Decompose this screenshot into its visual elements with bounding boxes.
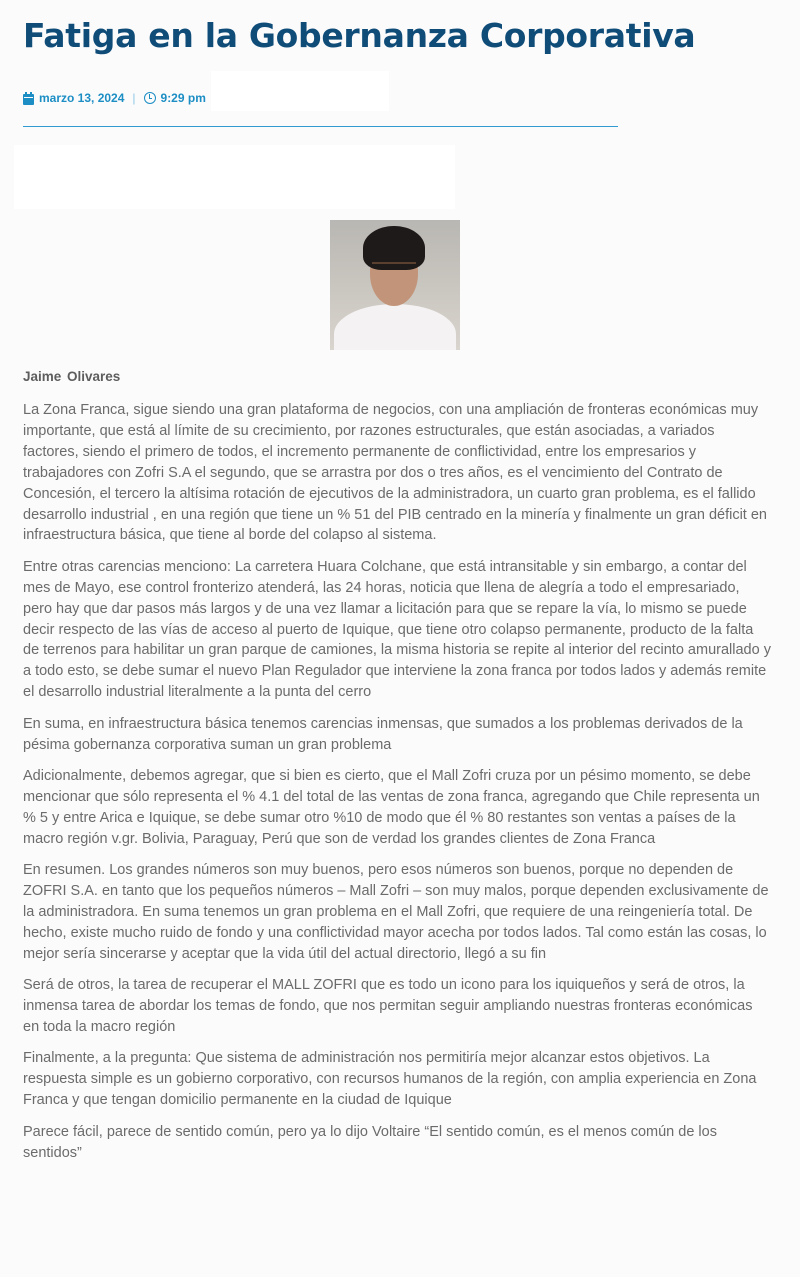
article-title: Fatiga en la Gobernanza Corporativa	[23, 16, 696, 55]
author-photo	[330, 220, 460, 350]
post-time: 9:29 pm	[160, 91, 206, 105]
paragraph: En suma, en infraestructura básica tenemos carencias inmensas, que sumados a los problemas derivados de la pésima gobernanza corporativa suman un gran problema	[23, 715, 743, 753]
post-meta	[23, 91, 206, 105]
calendar-icon	[23, 94, 34, 105]
photo-shirt	[334, 304, 456, 350]
paragraph: Parece fácil, parece de sentido común, pero ya lo dijo Voltaire “El sentido común, es el menos común de los sentidos”	[23, 1123, 717, 1161]
post-date[interactable]: marzo 13, 2024	[39, 91, 125, 105]
meta-separator: |	[132, 91, 136, 105]
paragraph: Entre otras carencias menciono: La carretera Huara Colchane, que está intransitable y sin embargo, a contar del mes de Mayo, ese control fronterizo atenderá, las 24 horas, noticia que llena de alegría a todo el empresariado, pero hay que dar pasos más largos y de una vez llamar a licitación para que se repare la vía, lo mismo se puede decir respecto de las vías de acceso al puerto de Iquique, que tiene otro colapso permanente, producto de la falta de terrenos para habilitar un gran parque de camiones, la misma historia se repite al interior del recinto amurallado y a todo esto, se debe sumar el nuevo Plan Regulador que interviene la zona franca por todos lados y además remite el desarrollo industrial literalmente a la punta del cerro	[23, 558, 771, 701]
title-divider	[23, 126, 618, 127]
ad-placeholder	[211, 71, 389, 111]
paragraph: La Zona Franca, sigue siendo una gran plataforma de negocios, con una ampliación de fronteras económicas muy importante, que está al límite de su crecimiento, por razones estructurales, que están asociadas, a variados factores, siendo el primero de todos, el incremento permanente de conflictividad, entre los empresarios y trabajadores con Zofri S.A el segundo, que se arrastra por dos o tres años, es el vencimiento del Contrato de Concesión, el tercero la altísima rotación de ejecutivos de la administradora, un cuarto gran problema, es el fallido desarrollo industrial , en una región que tiene un % 51 del PIB centrado en la minería y finalmente un gran déficit en infraestructura básica, que tiene al borde del colapso al sistema.	[23, 402, 767, 544]
banner-placeholder	[14, 145, 455, 209]
article-body	[23, 400, 771, 1174]
paragraph: Finalmente, a la pregunta: Que sistema de administración nos permitiría mejor alcanzar estos objetivos. La respuesta simple es un gobierno corporativo, con recursos humanos de la región, con amplia experiencia en Zona Franca y que tengan domicilio permanente en la ciudad de Iquique	[23, 1050, 757, 1109]
paragraph: Será de otros, la tarea de recuperar el MALL ZOFRI que es todo un icono para los iquiqueños y será de otros, la inmensa tarea de abordar los temas de fondo, que nos permitan seguir ampliando nuestras fronteras económicas en toda la macro región	[23, 977, 753, 1035]
photo-glasses	[372, 262, 416, 273]
paragraph: En resumen. Los grandes números son muy buenos, pero esos números son buenos, porque no dependen de ZOFRI S.A. en tanto que los pequeños números – Mall Zofri – son muy malos, porque dependen exclusivamente de la administradora. En suma tenemos un gran problema en el Mall Zofri, que requiere de una reingeniería total. De hecho, existe mucho ruido de fondo y una conflictividad mayor acecha por todos lados. Tal como están las cosas, lo mejor sería sincerarse y aceptar que la vida útil del actual directorio, llegó a su fin	[23, 862, 769, 962]
paragraph: Adicionalmente, debemos agregar, que si bien es cierto, que el Mall Zofri cruza por un pésimo momento, se debe mencionar que sólo representa el % 4.1 del total de las ventas de zona franca, agregando que Chile representa un % 5 y entre Arica e Iquique, se debe sumar otro %10 de modo que él % 80 restantes son ventas a países de la macro región v.gr. Bolivia, Paraguay, Perú que son de verdad los grandes clientes de Zona Franca	[23, 768, 760, 847]
clock-icon	[144, 92, 156, 104]
author-name: Jaime Olivares	[23, 369, 121, 384]
